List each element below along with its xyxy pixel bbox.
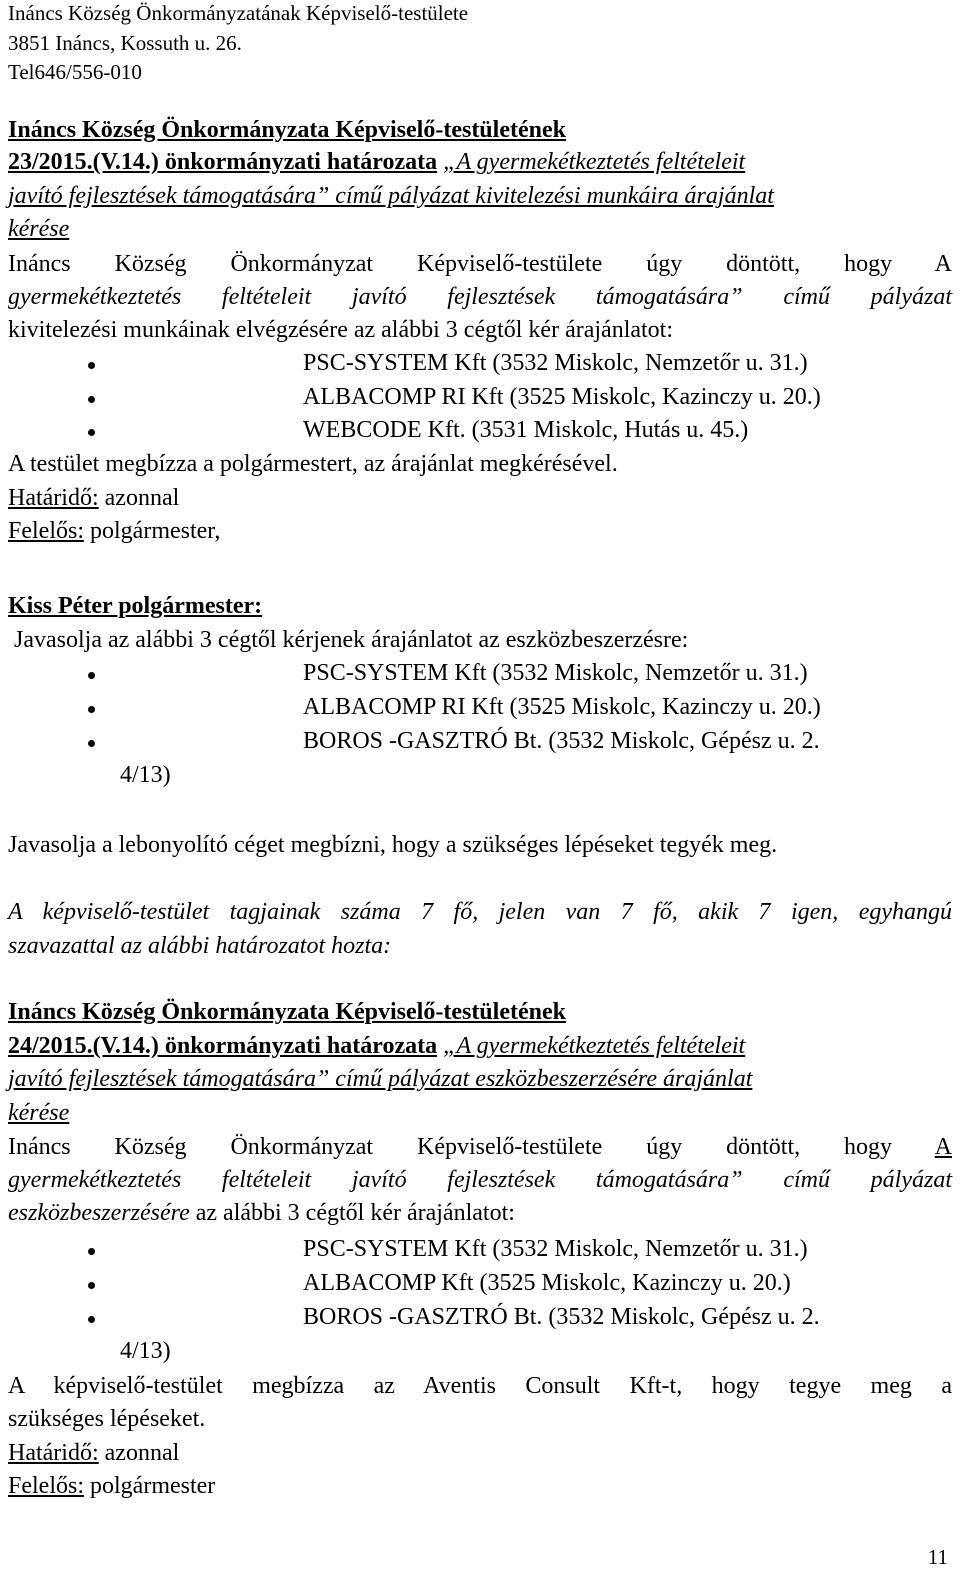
resolution2-subject-3: kérése: [8, 1100, 70, 1126]
proposal-intro: Javasolja az alábbi 3 cégtől kérjenek árajánlatot az eszközbeszerzésre:: [14, 627, 689, 653]
proposal-company-1: PSC-SYSTEM Kft (3532 Miskolc, Nemzetőr u. 31.): [303, 660, 808, 686]
resolution2-responsible: [8, 1470, 215, 1503]
resolution2-body-3-italic: eszközbeszerzésére: [8, 1200, 190, 1226]
resolution1-mandate: A testület megbízza a polgármestert, az árajánlat megkérésével.: [8, 451, 618, 477]
resolution2-body-1-underlined: A: [934, 1134, 952, 1160]
bullet-icon: [88, 1248, 95, 1255]
resolution1-subject-2: javító fejlesztések támogatására” című pályázat kivitelezési munkáira árajánlat: [8, 183, 774, 209]
resolution2-mandate-2: szükséges lépéseket.: [8, 1406, 206, 1432]
page-number: 11: [927, 1545, 948, 1569]
resolution2-deadline: [8, 1437, 179, 1470]
resolution1-subject-1: „A gyermekétkeztetés feltételeit: [443, 149, 746, 175]
header-org: Ináncs Község Önkormányzatának Képviselő-testülete: [8, 1, 469, 25]
resolution1-body-3: kivitelezési munkáinak elvégzésére az alábbi 3 cégtől kér árajánlatot:: [8, 317, 674, 343]
deadline-label: Határidő:: [8, 485, 99, 511]
bullet-icon: [88, 706, 95, 713]
resolution2-subject-1: „A gyermekétkeztetés feltételeit: [443, 1033, 746, 1059]
deadline-value: azonnal: [98, 1440, 180, 1466]
resolution2-number: 24/2015.(V.14.) önkormányzati határozata: [8, 1033, 438, 1059]
resolution2-company-3-tail: 4/13): [120, 1338, 171, 1364]
bullet-icon: [88, 1282, 95, 1289]
proposal-speaker: Kiss Péter polgármester:: [8, 593, 263, 619]
responsible-label: Felelős:: [8, 1473, 84, 1499]
resolution2-title: Ináncs Község Önkormányzata Képviselő-testületének: [8, 999, 566, 1025]
bullet-icon: [88, 396, 95, 403]
responsible-value: polgármester: [84, 1473, 216, 1499]
vote-line-1: A képviselő-testület tagjainak száma 7 fő, jelen van 7 fő, akik 7 igen, egyhangú: [8, 899, 952, 925]
header-address: 3851 Ináncs, Kossuth u. 26.: [8, 31, 242, 55]
vote-line-2: szavazattal az alábbi határozatot hozta:: [8, 933, 392, 959]
resolution1-company-3: WEBCODE Kft. (3531 Miskolc, Hutás u. 45.): [303, 417, 749, 443]
bullet-icon: [88, 1316, 95, 1323]
resolution1-company-1: PSC-SYSTEM Kft (3532 Miskolc, Nemzetőr u. 31.): [303, 350, 808, 376]
proposal-company-2: ALBACOMP RI Kft (3525 Miskolc, Kazinczy u. 20.): [303, 694, 821, 720]
resolution2-company-2: ALBACOMP Kft (3525 Miskolc, Kazinczy u. 20.): [303, 1270, 791, 1296]
resolution2-subject-2: javító fejlesztések támogatására” című pályázat eszközbeszerzésére árajánlat: [8, 1066, 753, 1092]
bullet-icon: [88, 672, 95, 679]
resolution1-responsible: [8, 515, 220, 548]
bullet-icon: [88, 740, 95, 747]
resolution2-body-2: gyermekétkeztetés feltételeit javító fejlesztések támogatására” című pályázat: [8, 1167, 952, 1193]
resolution1-title-number-line: [8, 146, 745, 179]
resolution2-company-3: BOROS -GASZTRÓ Bt. (3532 Miskolc, Gépész u. 2.: [303, 1304, 820, 1330]
responsible-value: polgármester,: [84, 518, 221, 544]
resolution2-body-3-text: az alábbi 3 cégtől kér árajánlatot:: [189, 1200, 515, 1226]
resolution2-body-1-text: Ináncs Község Önkormányzat Képviselő-testülete úgy döntött, hogy: [8, 1134, 935, 1160]
bullet-icon: [88, 362, 95, 369]
header-phone: Tel646/556-010: [8, 60, 142, 84]
resolution2-body-1: [8, 1131, 952, 1164]
resolution1-company-2: ALBACOMP RI Kft (3525 Miskolc, Kazinczy u. 20.): [303, 384, 821, 410]
resolution2-body-3: [8, 1197, 515, 1230]
resolution1-body-1: Ináncs Község Önkormányzat Képviselő-testülete úgy döntött, hogy A: [8, 251, 952, 277]
resolution2-title-number-line: [8, 1030, 745, 1063]
proposal-company-3-tail: 4/13): [120, 762, 171, 788]
resolution2-company-1: PSC-SYSTEM Kft (3532 Miskolc, Nemzetőr u. 31.): [303, 1236, 808, 1262]
resolution1-deadline: [8, 482, 179, 515]
resolution1-number: 23/2015.(V.14.) önkormányzati határozata: [8, 149, 438, 175]
resolution1-title: Ináncs Község Önkormányzata Képviselő-testületének: [8, 117, 566, 143]
resolution1-subject-3: kérése: [8, 216, 70, 242]
responsible-label: Felelős:: [8, 518, 84, 544]
proposal-closing: Javasolja a lebonyolító céget megbízni, hogy a szükséges lépéseket tegyék meg.: [8, 832, 778, 858]
resolution2-mandate-1: A képviselő-testület megbízza az Aventis Consult Kft-t, hogy tegye meg a: [8, 1373, 952, 1399]
deadline-value: azonnal: [98, 485, 180, 511]
resolution1-body-2: gyermekétkeztetés feltételeit javító fejlesztések támogatására” című pályázat: [8, 284, 952, 310]
deadline-label: Határidő:: [8, 1440, 99, 1466]
bullet-icon: [88, 429, 95, 436]
proposal-company-3: BOROS -GASZTRÓ Bt. (3532 Miskolc, Gépész u. 2.: [303, 728, 820, 754]
